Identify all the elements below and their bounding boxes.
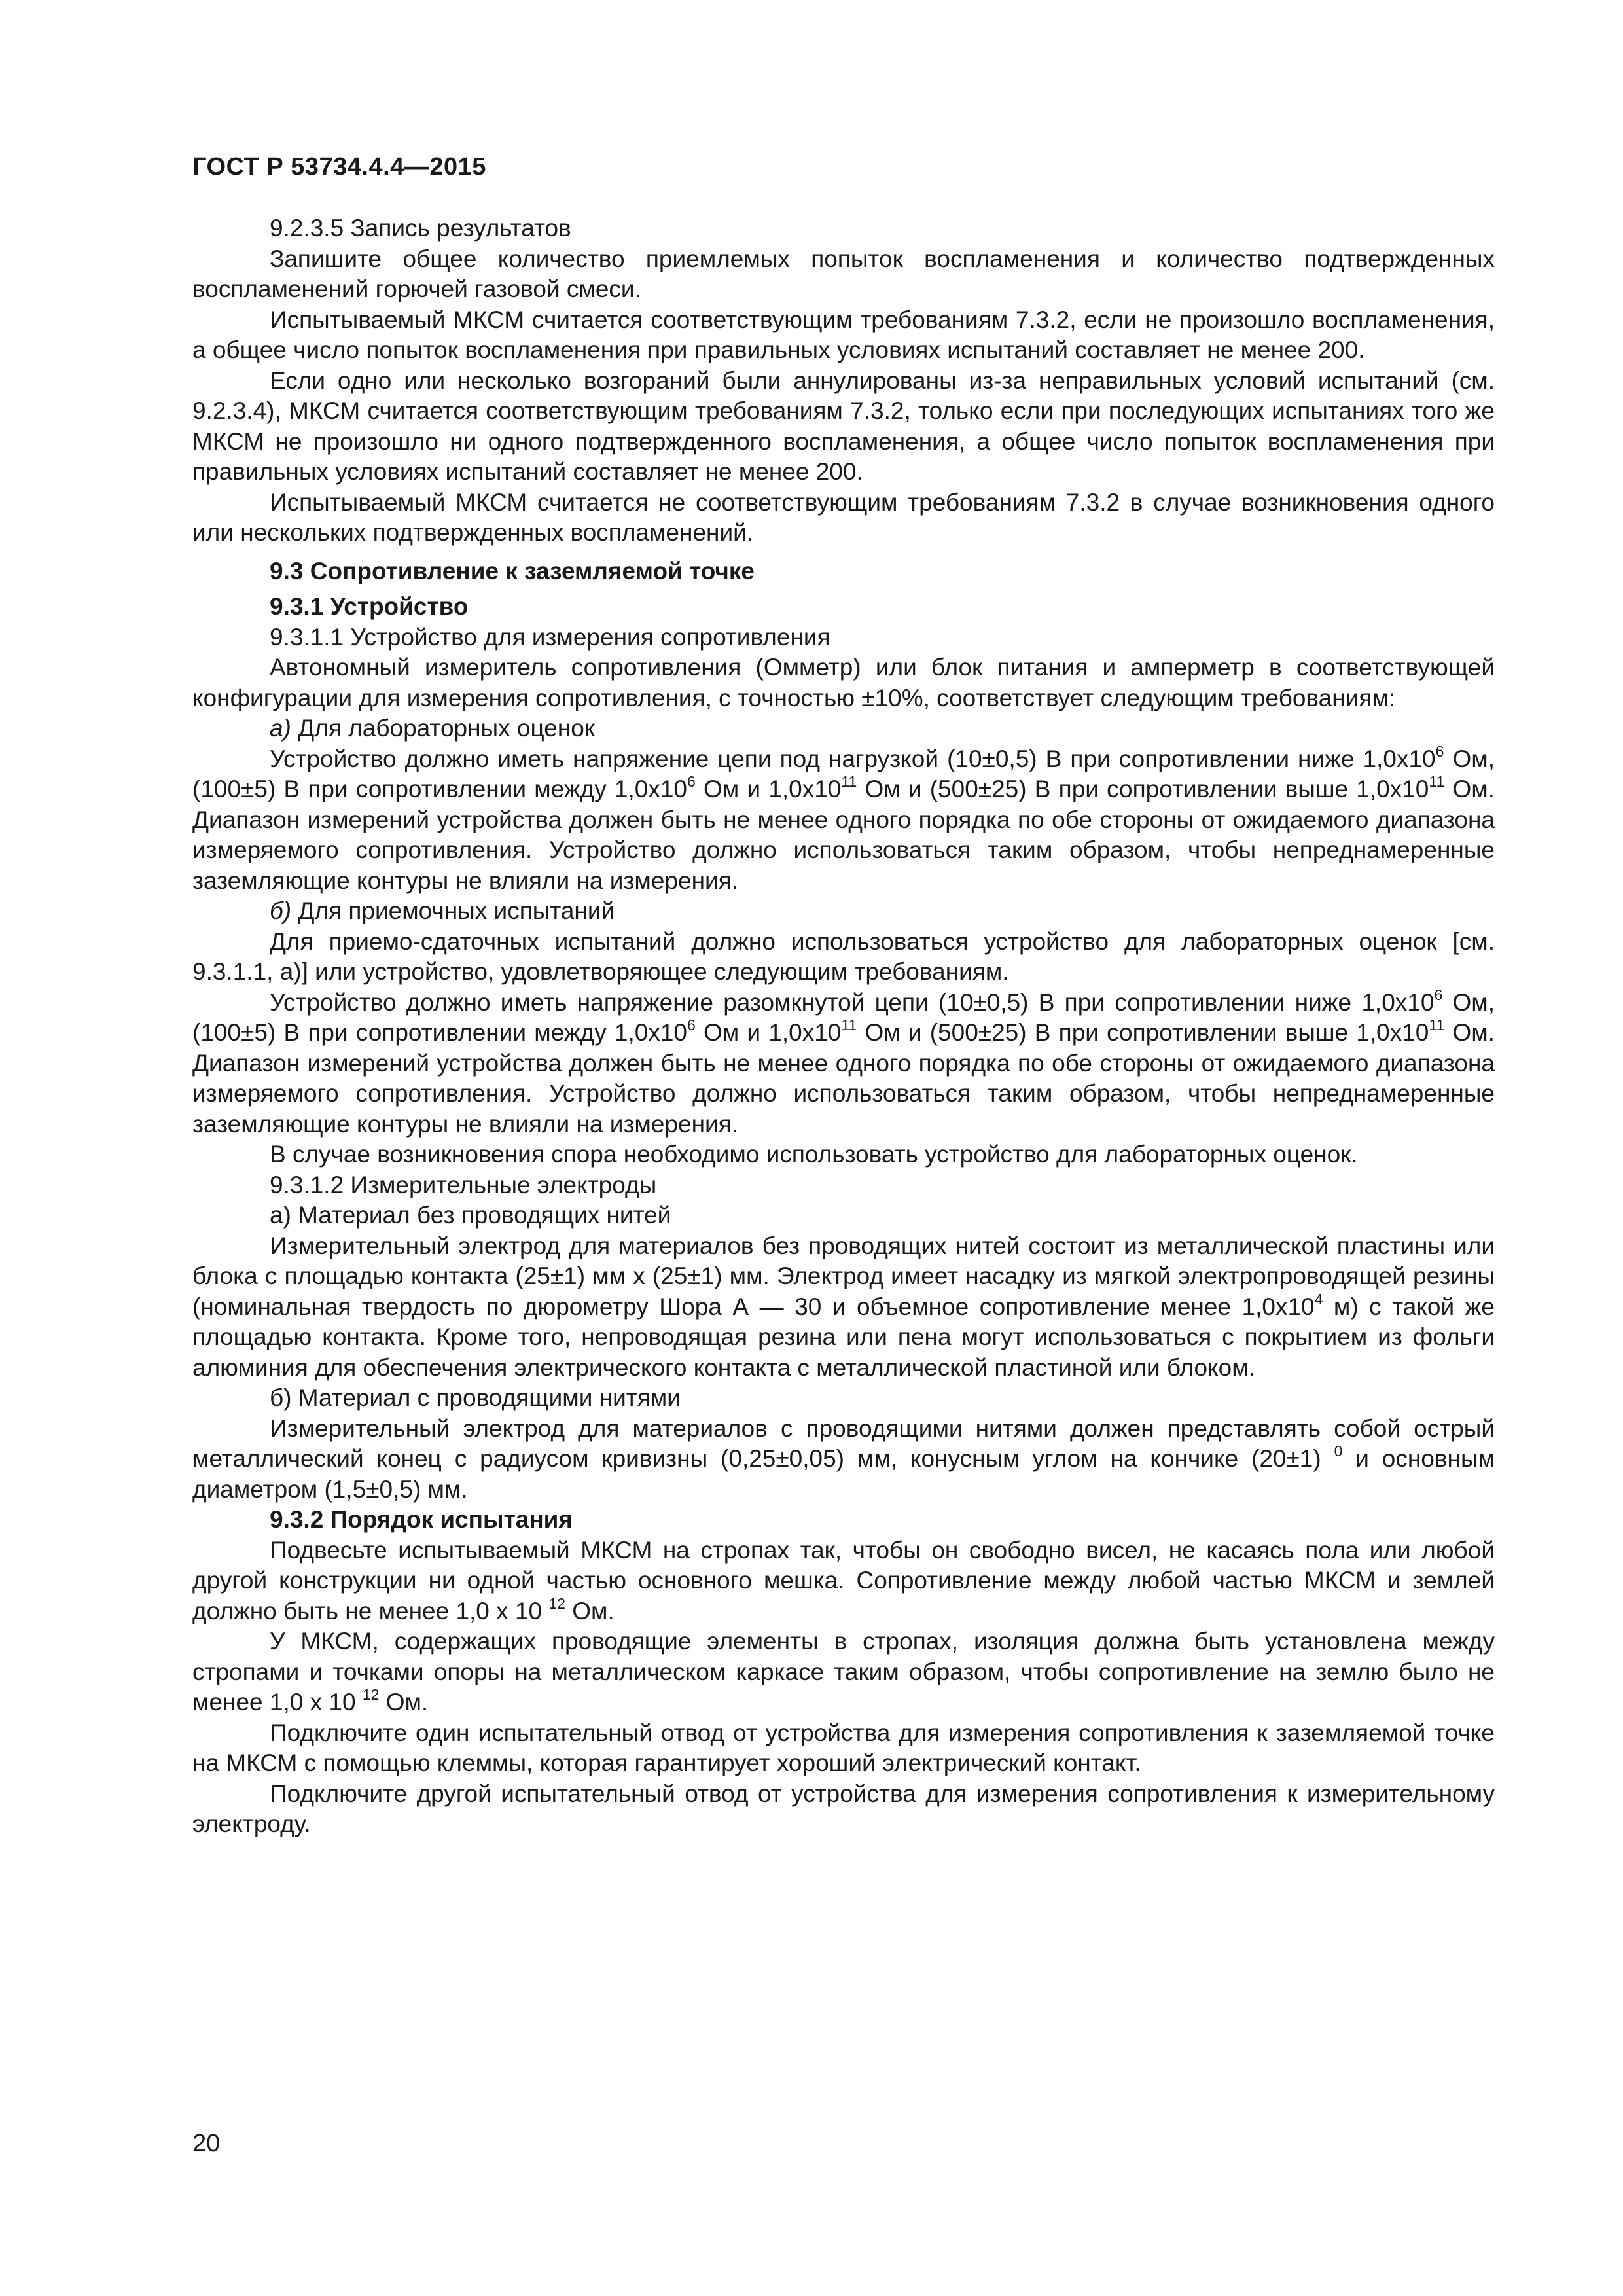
- subitem-b-conductive: б) Материал с проводящими нитями: [270, 1384, 681, 1411]
- section-9-3-1-heading: 9.3.1 Устройство: [270, 593, 469, 620]
- text-run: Подвесьте испытываемый МКСМ на стропах так, чтобы он свободно висел, не касаясь пола или любой другой конструкции ни одной частью основного мешка. Сопротивление между любой частью МКСМ и землей должно быть не менее 1,0 х 10: [192, 1536, 1495, 1624]
- paragraph-acceptance-device: Для приемо-сдаточных испытаний должно использоваться устройство для лабораторных оценок [см. 9.3.1.1, а)] или устройство, удовлетворяющее следующим требованиям.: [192, 927, 1495, 985]
- exponent: 12: [548, 1594, 565, 1612]
- paragraph-lab-device-voltage: [192, 744, 1495, 897]
- text-run: У МКСМ, содержащих проводящие элементы в стропах, изоляция должна быть установлена между стропами и точками опоры на металлическом каркасе таким образом, чтобы сопротивление на землю было не менее 1,0 х 10: [192, 1628, 1495, 1715]
- text-run: Измерительный электрод для материалов без проводящих нитей состоит из металлической пластины или блока с площадью контакта (25±1) мм х (25±1) мм. Электрод имеет насадку из мягкой электропроводящей резины (номинальная твердость по дюрометру Шора А — 30 и объемное сопротивление менее 1,0х10: [192, 1232, 1495, 1320]
- exponent: 6: [1434, 986, 1443, 1003]
- paragraph-annulled-ignitions: Если одно или несколько возгораний были аннулированы из-за неправильных условий испытаний (см. 9.2.3.4), МКСМ считается соответствующим требованиям 7.3.2, только если при последующих испытаниях того же МКСМ не произошло ни одного подтвержденного воспламенения, а общее число попыток воспламенения при правильных условиях испытаний составляет не менее 200.: [192, 367, 1495, 485]
- paragraph-insulation: [192, 1626, 1495, 1718]
- text-run: м) с такой же площадью контакта. Кроме того, непроводящая резина или пена могут использоваться с покрытием из фольги алюминия для обеспечения электрического контакта с металлической пластиной или блоком.: [192, 1293, 1495, 1381]
- text-run: Ом и 1,0х10: [695, 776, 842, 802]
- text-run: и основным диаметром (1,5±0,5) мм.: [192, 1445, 1495, 1503]
- exponent: 6: [1435, 742, 1444, 760]
- page-number: 20: [192, 2130, 221, 2157]
- paragraph-compliance-no-ignition: Испытываемый МКСМ считается соответствующим требованиям 7.3.2, если не произошло воспламенения, а общее число попыток воспламенения при правильных условиях испытаний составляет не менее 200.: [192, 306, 1495, 363]
- subitem-a-non-conductive: а) Материал без проводящих нитей: [270, 1202, 671, 1229]
- exponent: 11: [1429, 1016, 1445, 1033]
- text-run: Устройство должно иметь напряжение разомкнутой цепи (10±0,5) В при сопротивлении ниже 1,0х10: [270, 988, 1435, 1016]
- text-run: Ом и (500±25) В при сопротивлении выше 1,0х10: [857, 1019, 1429, 1046]
- paragraph-acceptance-device-voltage: [192, 988, 1495, 1140]
- paragraph-ohmmeter-requirements: Автономный измеритель сопротивления (Омметр) или блок питания и амперметр в соответствующей конфигурации для измерения сопротивления, с точностью ±10%, соответствует следующим требованиям:: [192, 654, 1495, 711]
- text-run: Ом.: [379, 1689, 429, 1715]
- paragraph-connect-second-lead: Подключите другой испытательный отвод от устройства для измерения сопротивления к измерительному электроду.: [192, 1780, 1495, 1837]
- section-9-3-heading: 9.3 Сопротивление к заземляемой точке: [270, 557, 755, 584]
- text-run: Ом и 1,0х10: [695, 1019, 842, 1046]
- exponent: 0: [1334, 1443, 1343, 1460]
- text-run: Измерительный электрод для материалов с проводящими нитями должен представлять собой острый металлический конец с радиусом кривизны (0,25±0,05) мм, конусным углом на кончике (20±1): [192, 1414, 1495, 1472]
- subitem-a-text: Для лабораторных оценок: [291, 715, 596, 742]
- text-run: Ом. Диапазон измерений устройства должен быть не менее одного порядка по обе стороны от ожидаемого диапазона измеряемого сопротивления. Устройство должно использоваться таким образом, чтобы непреднамеренные заземляющие контуры не влияли на измерения.: [192, 1019, 1495, 1138]
- exponent: 6: [687, 1016, 696, 1033]
- text-run: Ом, (100±5) В при сопротивлении между 1,0х10: [192, 745, 1495, 802]
- exponent: 6: [687, 773, 696, 790]
- paragraph-electrode-conductive: [192, 1414, 1495, 1505]
- subitem-a-lab-evaluations: [192, 713, 1495, 744]
- subitem-a-letter: а): [270, 715, 291, 742]
- exponent: 11: [841, 773, 857, 790]
- paragraph-electrode-non-conductive: [192, 1231, 1495, 1384]
- section-9-2-3-5-title: 9.2.3.5 Запись результатов: [270, 215, 571, 242]
- document-code-header: ГОСТ Р 53734.4.4—2015: [192, 153, 486, 181]
- exponent: 11: [1429, 773, 1445, 790]
- paragraph-dispute: В случае возникновения спора необходимо использовать устройство для лабораторных оценок.: [270, 1141, 1358, 1168]
- exponent: 12: [362, 1686, 380, 1703]
- paragraph-connect-first-lead: Подключите один испытательный отвод от устройства для измерения сопротивления к заземляемой точке на МКСМ с помощью клеммы, которая гарантирует хороший электрический контакт.: [192, 1719, 1495, 1776]
- text-run: Ом, (100±5) В при сопротивлении между 1,0х10: [192, 988, 1495, 1046]
- paragraph-suspend-fibc: [192, 1535, 1495, 1627]
- section-9-3-1-1-title: 9.3.1.1 Устройство для измерения сопротивления: [270, 623, 830, 651]
- text-run: Устройство должно иметь напряжение цепи под нагрузкой (10±0,5) В при сопротивлении ниже 1,0х10: [270, 745, 1436, 772]
- text-run: Ом.: [565, 1597, 615, 1624]
- paragraph-non-compliance: Испытываемый МКСМ считается не соответствующим требованиям 7.3.2 в случае возникновения одного или нескольких подтвержденных воспламенений.: [192, 488, 1495, 546]
- text-run: Ом. Диапазон измерений устройства должен быть не менее одного порядка по обе стороны от ожидаемого диапазона измеряемого сопротивления. Устройство должно использоваться таким образом, чтобы непреднамеренные заземляющие контуры не влияли на измерения.: [192, 776, 1495, 894]
- exponent: 11: [841, 1016, 857, 1033]
- text-run: Ом и (500±25) В при сопротивлении выше 1,0х10: [857, 776, 1429, 802]
- page-body: [192, 213, 1495, 1840]
- subitem-b-letter: б): [270, 897, 292, 924]
- exponent: 4: [1314, 1290, 1323, 1308]
- paragraph-record-attempts: Запишите общее количество приемлемых попыток воспламенения и количество подтвержденных воспламенений горючей газовой смеси.: [192, 245, 1495, 302]
- subitem-b-acceptance-tests: [192, 896, 1495, 927]
- section-9-3-1-2-title: 9.3.1.2 Измерительные электроды: [270, 1171, 657, 1198]
- section-9-3-2-heading: 9.3.2 Порядок испытания: [270, 1506, 573, 1533]
- subitem-b-text: Для приемочных испытаний: [291, 897, 615, 924]
